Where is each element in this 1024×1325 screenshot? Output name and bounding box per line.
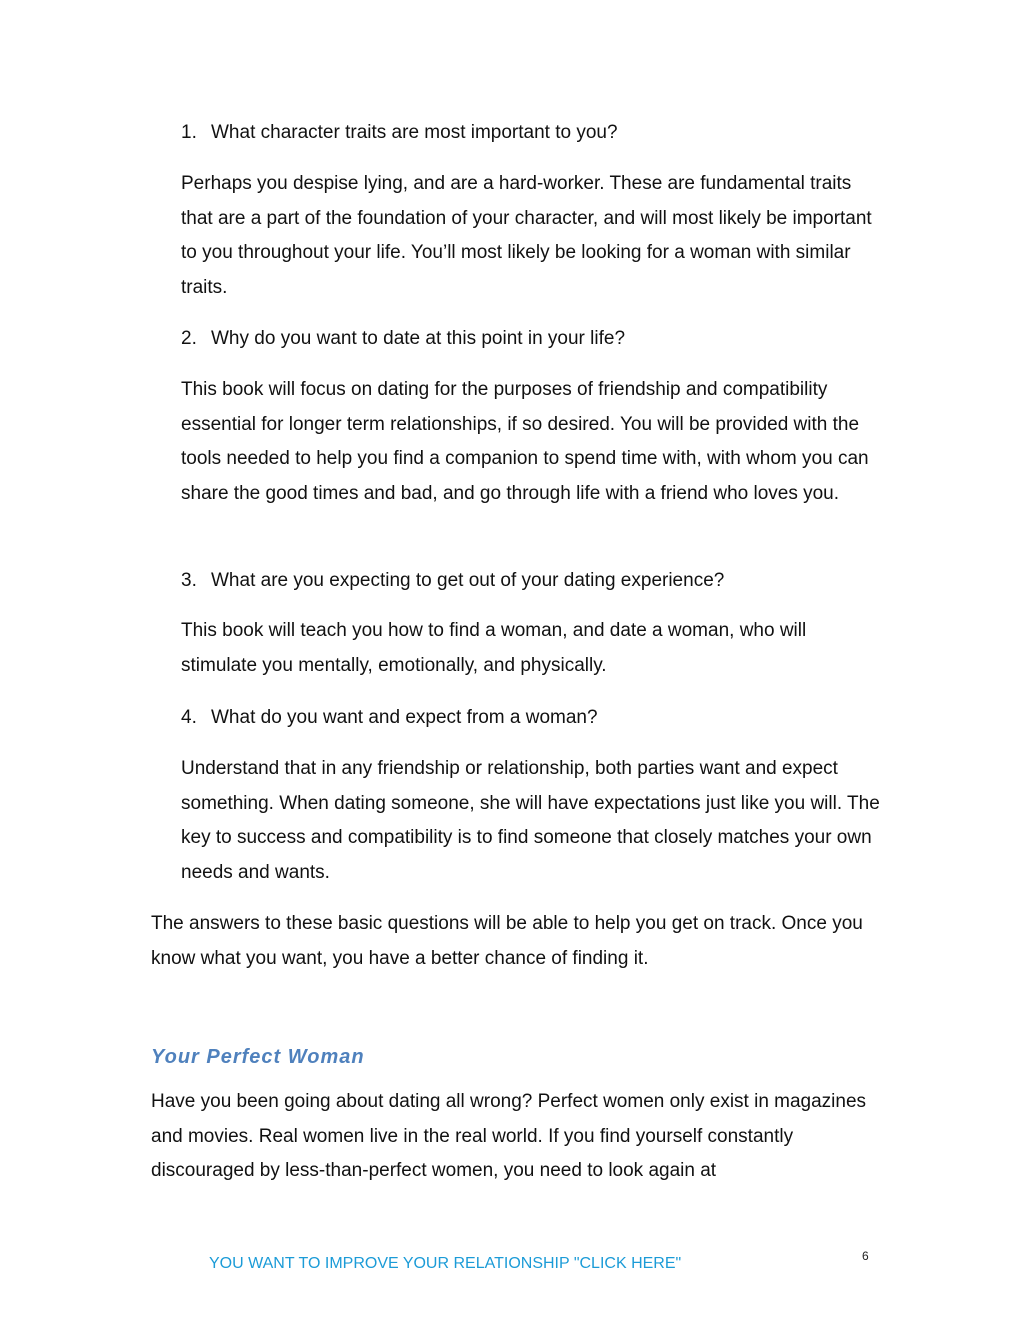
page-number: 6	[862, 1249, 869, 1263]
question-number: 2.	[181, 328, 197, 349]
question-2	[181, 328, 625, 350]
answer-3-paragraph: This book will teach you how to find a woman, and date a woman, who will stimulate you mentally, emotionally, and physically.	[181, 620, 807, 676]
question-4	[181, 707, 598, 729]
question-text: What are you expecting to get out of your dating experience?	[211, 570, 725, 591]
question-text: Why do you want to date at this point in your life?	[211, 328, 626, 349]
answer-2-paragraph: This book will focus on dating for the purposes of friendship and compatibility essential for longer term relationships, if so desired. You will be provided with the tools needed to help you find a companion to spend time with, with whom you can share the good times and bad, and go through life with a friend who loves you.	[181, 379, 869, 505]
section-body-paragraph: Have you been going about dating all wrong? Perfect women only exist in magazines and movies. Real women live in the real world. If you find yourself constantly discouraged by less-than-perfect women, you need to look again at	[151, 1091, 867, 1182]
question-3	[181, 570, 724, 592]
answer-4-paragraph: Understand that in any friendship or relationship, both parties want and expect something. When dating someone, she will have expectations just like you will. The key to success and compatibility is to find someone that closely matches your own needs and wants.	[181, 758, 880, 884]
question-number: 3.	[181, 570, 197, 591]
section-heading: Your Perfect Woman	[151, 1046, 365, 1068]
summary-paragraph: The answers to these basic questions will be able to help you get on track. Once you know what you want, you have a better chance of finding it.	[151, 913, 863, 969]
question-text: What do you want and expect from a woman?	[211, 707, 598, 728]
question-text: What character traits are most important to you?	[211, 122, 618, 143]
question-1	[181, 122, 618, 144]
question-number: 1.	[181, 122, 197, 143]
improve-relationship-link[interactable]: YOU WANT TO IMPROVE YOUR RELATIONSHIP "CLICK HERE"	[209, 1255, 682, 1272]
question-number: 4.	[181, 707, 197, 728]
answer-1-paragraph: Perhaps you despise lying, and are a hard-worker. These are fundamental traits that are a part of the foundation of your character, and will most likely be important to you throughout your life. You’ll most likely be looking for a woman with similar traits.	[181, 173, 872, 299]
